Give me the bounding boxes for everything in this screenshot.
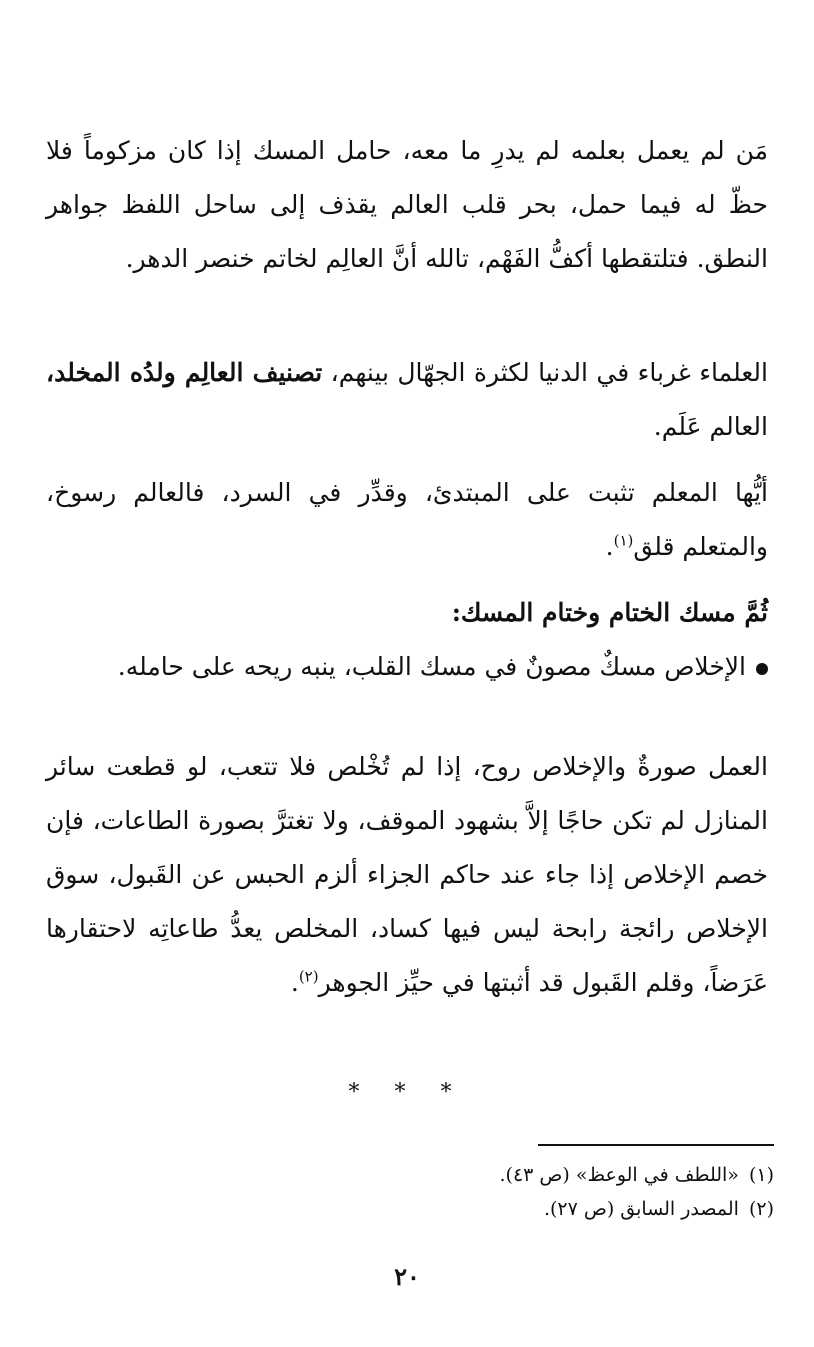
bullet-item-text: الإخلاص مسكٌ مصونٌ في مسك القلب، ينبه ريحه على حامله. — [117, 652, 746, 681]
footnote-2-text: المصدر السابق (ص ٢٧). — [543, 1198, 739, 1220]
footnote-1-number: (١) — [748, 1164, 774, 1186]
page-number: ٢٠ — [394, 1262, 420, 1291]
bullet-item — [46, 640, 768, 694]
footnote-2 — [300, 1192, 774, 1226]
footnote-divider — [538, 1144, 774, 1146]
paragraph-sincerity-text: العمل صورةٌ والإخلاص روح، إذا لم تُخْلص فلا تتعب، لو قطعت سائر المنازل لم تكن حاجًا إلاَّ بشهود الموقف، ولا تغترَّ بصورة الطاعات، فإن خصم الإخلاص إذا جاء عند حاكم الجزاء ألزم الحبس عن القَبول، سوق الإخلاص رائجة رابحة ليس فيها كساد، المخلص يعدُّ طاعاتِه لاحتقارها عَرَضاً، وقلم القَبول قد أثبتها في حيِّز الجوهر — [46, 752, 768, 997]
footnote-ref-1: (١) — [613, 531, 634, 550]
section-heading: ثُمَّ مسك الختام وختام المسك: — [451, 598, 768, 627]
paragraph-scholars-tail: العالم عَلَم. — [653, 412, 768, 441]
footnotes — [300, 1158, 774, 1226]
paragraph-scholars — [46, 346, 768, 454]
paragraph-teacher-end: . — [605, 532, 614, 561]
paragraph-sincerity — [46, 740, 768, 1010]
footnote-ref-2: (٢) — [298, 967, 319, 986]
paragraph-teacher — [46, 466, 768, 574]
footnote-1 — [300, 1158, 774, 1192]
paragraph-scholars-text: العلماء غرباء في الدنيا لكثرة الجهّال بينهم، — [322, 358, 768, 387]
paragraph-sincerity-end: . — [290, 968, 299, 997]
paragraph-scholars-bold: تصنيف العالِم ولدُه المخلد، — [46, 358, 323, 387]
footnote-2-number: (٢) — [748, 1198, 774, 1220]
section-separator: * * * — [348, 1080, 466, 1105]
bullet-icon — [756, 663, 768, 675]
paragraph-musk: مَن لم يعمل بعلمه لم يدرِ ما معه، حامل المسك إذا كان مزكوماً فلا حظّ له فيما حمل، بحر قلب العالم يقذف إلى ساحل اللفظ جواهر النطق. فتلتقطها أكفُّ الفَهْم، تالله أنَّ العالِم لخاتم خنصر الدهر. — [46, 136, 768, 273]
footnote-1-text: «اللطف في الوعظ» (ص ٤٣). — [499, 1164, 739, 1186]
paragraph-teacher-text: أيُّها المعلم تثبت على المبتدئ، وقدِّر في السرد، فالعالم رسوخ، والمتعلم قلق — [46, 478, 768, 561]
